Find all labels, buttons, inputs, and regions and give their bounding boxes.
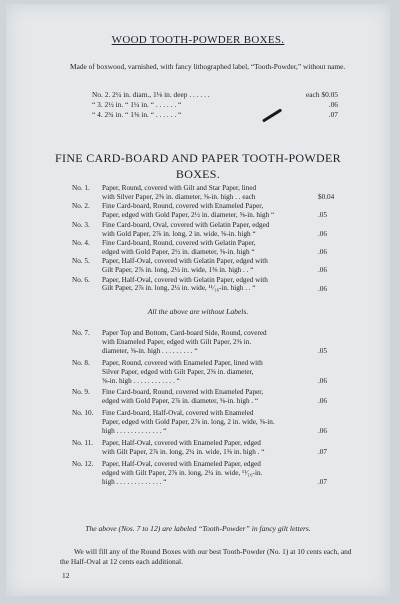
description-line: Paper, Half-Oval, covered with Enameled Paper, edged (102, 438, 261, 447)
description-line: Fine Card-board, Half-Oval, covered with Enameled (102, 409, 254, 418)
description-line: Gilt Paper, 2⅞ in. long, 2¼ in. wide, 1⅜ in. high . . “ (102, 266, 254, 275)
section-title-line: FINE CARD-BOARD AND PAPER TOOTH-POWDER (55, 151, 341, 165)
item-number: No. 5. (72, 257, 90, 266)
item-number: No. 3. (72, 220, 90, 229)
wood-box-row (92, 90, 338, 100)
description-line: ⅝-in. high . . . . . . . . . . . . “ (102, 376, 180, 385)
description-line: with Gilt Paper, 2⅞ in. long, 2¼ in. wide, 1⅜ in. high . “ (102, 447, 265, 456)
catalog-item (6, 329, 390, 356)
description-line: Paper Top and Bottom, Card-board Side, Round, covered (102, 329, 267, 337)
item-price: $0.04 (318, 193, 335, 201)
catalog-item (6, 221, 390, 239)
description-line: edged with Gold Paper, 2½ in. diameter, ⅝-in. high “ (102, 247, 255, 256)
item-price: .06 (318, 266, 327, 275)
description-line: Paper, edged with Gold Paper, 2⅞ in. long, 2 in. wide, ⅝-in. (102, 418, 275, 427)
catalog-item (6, 257, 390, 275)
item-number: No. 11. (72, 438, 94, 447)
catalog-item (6, 184, 390, 202)
description-line: edged with Gilt Paper, 2⅞ in. long, 2¼ in. wide, ¹¹⁄₁₆-in. (102, 468, 263, 477)
wood-box-price: .07 (328, 110, 338, 119)
filling-offer-paragraph: We will fill any of the Round Boxes with our best Tooth-Powder (No. 1) at 10 cents each, and the Half-Oval at 12 cents each additional. (60, 547, 352, 566)
item-price: .06 (318, 229, 327, 238)
wood-box-size-list (92, 90, 338, 120)
description-line: Fine Card-board, Oval, covered with Gelatin Paper, edged (102, 220, 270, 229)
item-price: .05 (318, 211, 327, 220)
catalog-item (6, 239, 390, 257)
catalog-item (6, 359, 390, 386)
item-price: .06 (318, 247, 327, 256)
item-number: No. 6. (72, 275, 90, 284)
item-number: No. 8. (72, 358, 90, 367)
wood-box-dimensions: 2½ in. “ 1¼ in. “ . . . . . . “ (104, 100, 182, 109)
description-line: Fine Card-board, Round, covered with Enameled Paper, (102, 388, 264, 397)
description-line: high . . . . . . . . . . . . . “ (102, 427, 167, 436)
description-line: Fine Card-board, Round, covered with Enameled Paper, (102, 202, 264, 211)
wood-box-number: “ 4. (92, 110, 103, 119)
description-line: with Enameled Paper, edged with Gilt Paper, 2⅜ in. (102, 337, 252, 346)
catalog-item (6, 409, 390, 436)
wood-box-dimensions: 2¼ in. diam., 1⅛ in. deep . . . . . . (112, 90, 210, 99)
description-line: Gilt Paper, 2⅞ in. long, 2¼ in. wide, ¹¹⁄₁₆-in. high . . “ (102, 284, 256, 293)
note-without-labels: All the above are without Labels. (147, 307, 249, 316)
description-line: Paper, Half-Oval, covered with Gelatin Paper, edged with (102, 275, 268, 284)
wood-box-dimensions: 2¾ in. “ 1⅜ in. “ . . . . . . “ (104, 110, 182, 119)
item-number: No. 2. (72, 202, 90, 211)
wood-box-row (92, 110, 338, 120)
item-number: No. 10. (72, 409, 94, 418)
description-line: Fine Card-board, Round, covered with Gelatin Paper, (102, 238, 256, 247)
section-title-wood-boxes: WOOD TOOTH-POWDER BOXES. (111, 34, 285, 46)
catalog-item (6, 276, 390, 294)
wood-box-number: No. 2. (92, 90, 111, 99)
description-line: Paper, edged with Gold Paper, 2½ in. diameter, ⅝-in. high “ (102, 211, 275, 220)
wood-box-price: .06 (328, 100, 338, 109)
wood-boxes-intro: Made of boxwood, varnished, with fancy lithographed label, “Tooth-Powder,” without name. (70, 62, 346, 71)
description-line: Paper, Round, covered with Gilt and Star Paper, lined (102, 184, 257, 192)
catalog-item (6, 439, 390, 457)
catalog-item (6, 460, 390, 487)
item-number: No. 1. (72, 184, 90, 192)
section-title-paper-boxes (6, 150, 390, 182)
item-price: .07 (318, 477, 327, 486)
wood-box-number: “ 3. (92, 100, 103, 109)
catalog-item (6, 388, 390, 406)
catalog-page (6, 4, 390, 596)
labeled-box-list (6, 329, 390, 487)
description-line: with Gold Paper, 2⅞ in. long, 2 in. wide, ⅝-in. high “ (102, 229, 256, 238)
page-number: 12 (62, 571, 70, 580)
item-price: .05 (318, 347, 327, 355)
description-line: with Silver Paper, 2⅜ in. diameter, ⅝-in. high . . each (102, 192, 256, 201)
description-line: Paper, Half-Oval, covered with Gelatin Paper, edged with (102, 257, 268, 266)
item-price: .06 (318, 397, 327, 406)
item-number: No. 9. (72, 388, 90, 397)
description-line: edged with Gold Paper, 2⅞ in. diameter, ⅝-in. high . “ (102, 397, 259, 406)
item-price: .07 (318, 447, 327, 456)
section-title-line: BOXES. (175, 167, 221, 181)
catalog-item (6, 202, 390, 220)
wood-box-price: each $0.05 (305, 90, 338, 99)
description-line: high . . . . . . . . . . . . . “ (102, 477, 167, 486)
description-line: Paper, Round, covered with Enameled Paper, lined with (102, 358, 263, 367)
item-number: No. 12. (72, 459, 94, 468)
note-labeled-boxes: The above (Nos. 7 to 12) are labeled “Tooth-Powder” in fancy gilt letters. (85, 524, 311, 533)
description-line: Paper, Half-Oval, covered with Enameled Paper, edged (102, 459, 261, 468)
description-line: Silver Paper, edged with Gilt Paper, 2⅜ in. diameter, (102, 367, 254, 376)
wood-box-row (92, 100, 338, 110)
item-price: .06 (318, 427, 327, 436)
description-line: diameter, ⅝-in. high . . . . . . . . . “ (102, 346, 198, 355)
unlabeled-box-list (6, 184, 390, 294)
item-price: .06 (318, 376, 327, 385)
item-price: .06 (318, 284, 327, 293)
item-number: No. 7. (72, 329, 90, 337)
item-number: No. 4. (72, 238, 90, 247)
